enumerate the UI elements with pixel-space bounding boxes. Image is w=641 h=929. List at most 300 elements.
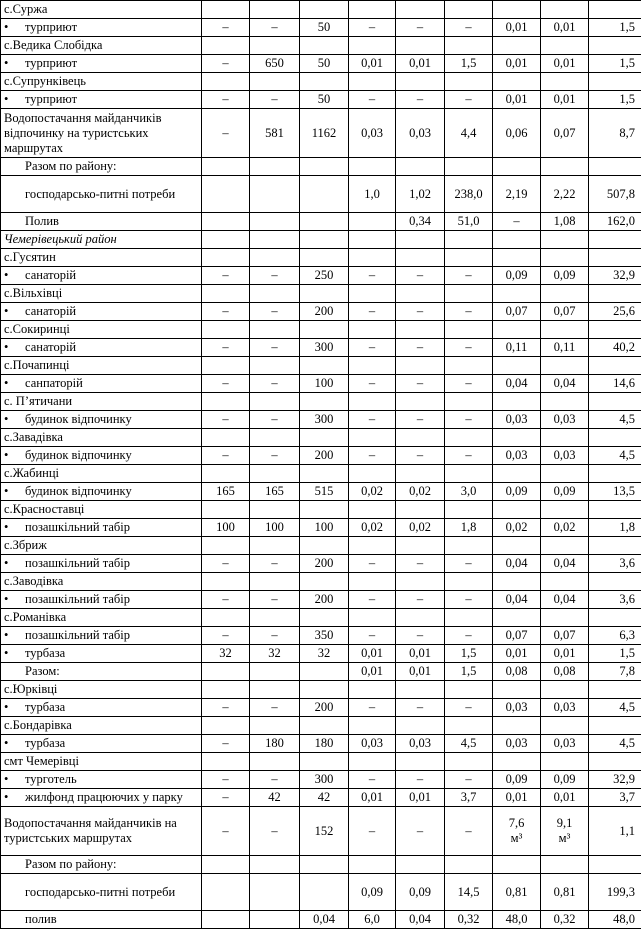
- value-cell: [300, 213, 349, 231]
- value-cell: [250, 519, 300, 537]
- cell-value: 0,04: [506, 376, 528, 390]
- cell-value: –: [271, 772, 277, 786]
- value-cell: [349, 393, 396, 411]
- cell-value: –: [222, 790, 228, 804]
- cell-value: 0,01: [506, 790, 528, 804]
- row-label-cell: [1, 573, 202, 591]
- cell-value: 0,04: [313, 912, 335, 926]
- cell-value: 0,07: [554, 304, 576, 318]
- cell-value: –: [465, 376, 471, 390]
- value-cell: [493, 109, 541, 158]
- cell-value: –: [271, 592, 277, 606]
- value-cell: [202, 609, 250, 627]
- value-cell: [202, 573, 250, 591]
- value-cell: [300, 19, 349, 37]
- bullet-icon: •: [4, 56, 25, 71]
- cell-value: 14,5: [458, 885, 480, 899]
- value-cell: [202, 19, 250, 37]
- value-cell: [202, 393, 250, 411]
- value-cell: [349, 158, 396, 176]
- cell-value: 0,03: [554, 448, 576, 462]
- value-cell: [589, 1, 641, 19]
- cell-value: 0,04: [506, 592, 528, 606]
- cell-value: –: [465, 20, 471, 34]
- value-cell: [541, 465, 589, 483]
- value-cell: [300, 699, 349, 717]
- value-cell: [445, 519, 493, 537]
- cell-value: 1,08: [554, 214, 576, 228]
- cell-value: 162,0: [607, 214, 635, 228]
- row-label: с. П’ятичани: [4, 394, 72, 408]
- value-cell: [493, 55, 541, 73]
- value-cell: [202, 717, 250, 735]
- value-cell: [349, 357, 396, 375]
- value-cell: [445, 465, 493, 483]
- table-row: [1, 856, 641, 874]
- value-cell: [589, 874, 641, 911]
- bullet-icon: •: [4, 92, 25, 107]
- value-cell: [349, 753, 396, 771]
- bullet-icon: •: [4, 646, 25, 661]
- cell-value: 200: [315, 556, 334, 570]
- value-cell: [493, 357, 541, 375]
- value-cell: [396, 735, 445, 753]
- value-cell: [589, 465, 641, 483]
- row-label-cell: [1, 483, 202, 501]
- row-label-cell: [1, 375, 202, 393]
- value-cell: [250, 609, 300, 627]
- value-cell: [396, 411, 445, 429]
- value-cell: [250, 411, 300, 429]
- table-row: [1, 807, 641, 856]
- cell-value: 9,1 м³: [550, 816, 580, 846]
- value-cell: [250, 681, 300, 699]
- table-row: [1, 231, 641, 249]
- value-cell: [349, 771, 396, 789]
- value-cell: [300, 609, 349, 627]
- value-cell: [300, 267, 349, 285]
- cell-value: –: [369, 412, 375, 426]
- cell-value: 3,7: [461, 790, 477, 804]
- cell-value: –: [417, 556, 423, 570]
- value-cell: [349, 789, 396, 807]
- value-cell: [349, 267, 396, 285]
- cell-value: –: [222, 592, 228, 606]
- cell-value: –: [417, 628, 423, 642]
- cell-value: 4,5: [619, 700, 635, 714]
- value-cell: [250, 55, 300, 73]
- value-cell: [349, 411, 396, 429]
- value-cell: [541, 735, 589, 753]
- value-cell: [300, 717, 349, 735]
- value-cell: [445, 213, 493, 231]
- value-cell: [250, 339, 300, 357]
- cell-value: 8,7: [619, 126, 635, 140]
- value-cell: [589, 249, 641, 267]
- value-cell: [396, 874, 445, 911]
- cell-value: –: [465, 556, 471, 570]
- value-cell: [349, 735, 396, 753]
- value-cell: [300, 771, 349, 789]
- value-cell: [589, 555, 641, 573]
- bullet-icon: •: [4, 736, 25, 751]
- row-label-cell: [1, 19, 202, 37]
- row-label: с.Суржа: [4, 2, 47, 16]
- cell-value: 0,03: [506, 448, 528, 462]
- value-cell: [589, 645, 641, 663]
- value-cell: [202, 37, 250, 55]
- cell-value: –: [369, 556, 375, 570]
- value-cell: [300, 874, 349, 911]
- row-label: с.Ведика Слобідка: [4, 38, 102, 52]
- value-cell: [250, 663, 300, 681]
- cell-value: 300: [315, 412, 334, 426]
- cell-value: –: [465, 340, 471, 354]
- value-cell: [349, 249, 396, 267]
- value-cell: [396, 213, 445, 231]
- value-cell: [300, 807, 349, 856]
- cell-value: 0,03: [506, 700, 528, 714]
- value-cell: [589, 37, 641, 55]
- value-cell: [445, 91, 493, 109]
- cell-value: 1,5: [461, 664, 477, 678]
- value-cell: [250, 249, 300, 267]
- value-cell: [445, 393, 493, 411]
- cell-value: 0,03: [554, 736, 576, 750]
- value-cell: [396, 807, 445, 856]
- bullet-icon: •: [4, 556, 25, 571]
- value-cell: [396, 91, 445, 109]
- value-cell: [589, 681, 641, 699]
- value-cell: [300, 681, 349, 699]
- row-label-cell: [1, 109, 202, 158]
- cell-value: 100: [315, 376, 334, 390]
- value-cell: [493, 735, 541, 753]
- value-cell: [589, 176, 641, 213]
- value-cell: [541, 627, 589, 645]
- row-label-cell: [1, 627, 202, 645]
- cell-value: –: [465, 412, 471, 426]
- value-cell: [445, 609, 493, 627]
- table-row: [1, 717, 641, 735]
- cell-value: –: [417, 340, 423, 354]
- value-cell: [300, 429, 349, 447]
- table-row: [1, 789, 641, 807]
- value-cell: [589, 699, 641, 717]
- row-label: Полив: [25, 214, 59, 228]
- cell-value: 0,07: [506, 628, 528, 642]
- value-cell: [589, 393, 641, 411]
- cell-value: –: [369, 772, 375, 786]
- value-cell: [349, 109, 396, 158]
- row-label-cell: [1, 717, 202, 735]
- row-label: с.Вільхівці: [4, 286, 62, 300]
- cell-value: 0,04: [409, 912, 431, 926]
- row-label: с.Гусятин: [4, 250, 56, 264]
- cell-value: 0,09: [506, 772, 528, 786]
- cell-value: 48,0: [613, 912, 635, 926]
- row-label: с.Збриж: [4, 538, 47, 552]
- value-cell: [589, 285, 641, 303]
- value-cell: [202, 321, 250, 339]
- value-cell: [300, 37, 349, 55]
- value-cell: [300, 856, 349, 874]
- value-cell: [202, 91, 250, 109]
- value-cell: [589, 429, 641, 447]
- row-label-cell: [1, 231, 202, 249]
- bullet-icon: •: [4, 340, 25, 355]
- value-cell: [202, 911, 250, 929]
- cell-value: 0,07: [554, 126, 576, 140]
- cell-value: –: [222, 20, 228, 34]
- value-cell: [589, 663, 641, 681]
- row-label: с.Бондарівка: [4, 718, 72, 732]
- value-cell: [300, 249, 349, 267]
- value-cell: [541, 267, 589, 285]
- cell-value: 0,01: [554, 646, 576, 660]
- value-cell: [349, 176, 396, 213]
- value-cell: [300, 753, 349, 771]
- value-cell: [250, 158, 300, 176]
- value-cell: [396, 55, 445, 73]
- cell-value: 1,5: [461, 56, 477, 70]
- row-label: позашкільний табір: [25, 520, 130, 534]
- value-cell: [202, 483, 250, 501]
- cell-value: –: [222, 376, 228, 390]
- cell-value: –: [369, 592, 375, 606]
- value-cell: [493, 789, 541, 807]
- value-cell: [396, 357, 445, 375]
- cell-value: 1,8: [461, 520, 477, 534]
- value-cell: [349, 609, 396, 627]
- value-cell: [445, 789, 493, 807]
- value-cell: [589, 231, 641, 249]
- value-cell: [349, 807, 396, 856]
- row-label: с.Заводівка: [4, 574, 63, 588]
- value-cell: [493, 285, 541, 303]
- row-label-cell: [1, 357, 202, 375]
- cell-value: 0,03: [506, 412, 528, 426]
- value-cell: [445, 19, 493, 37]
- row-label-cell: [1, 555, 202, 573]
- cell-value: 2,22: [554, 187, 576, 201]
- cell-value: 0,02: [361, 520, 383, 534]
- cell-value: 350: [315, 628, 334, 642]
- value-cell: [396, 447, 445, 465]
- value-cell: [349, 627, 396, 645]
- value-cell: [202, 73, 250, 91]
- value-cell: [445, 483, 493, 501]
- row-label: санаторій: [25, 268, 76, 282]
- bullet-icon: •: [4, 484, 25, 499]
- value-cell: [300, 645, 349, 663]
- value-cell: [250, 19, 300, 37]
- value-cell: [396, 375, 445, 393]
- cell-value: –: [465, 700, 471, 714]
- value-cell: [541, 1, 589, 19]
- value-cell: [445, 339, 493, 357]
- cell-value: 165: [265, 484, 284, 498]
- value-cell: [349, 519, 396, 537]
- value-cell: [541, 429, 589, 447]
- value-cell: [202, 537, 250, 555]
- row-label-cell: [1, 911, 202, 929]
- value-cell: [493, 231, 541, 249]
- table-row: [1, 285, 641, 303]
- bullet-icon: •: [4, 20, 25, 35]
- row-label-cell: [1, 37, 202, 55]
- cell-value: –: [465, 304, 471, 318]
- value-cell: [541, 911, 589, 929]
- row-label: будинок відпочинку: [25, 448, 132, 462]
- table-row: [1, 911, 641, 929]
- value-cell: [202, 109, 250, 158]
- cell-value: 0,32: [458, 912, 480, 926]
- value-cell: [493, 717, 541, 735]
- cell-value: 515: [315, 484, 334, 498]
- value-cell: [589, 55, 641, 73]
- value-cell: [349, 19, 396, 37]
- cell-value: 0,01: [554, 20, 576, 34]
- value-cell: [396, 339, 445, 357]
- row-label: с.Сокиринці: [4, 322, 70, 336]
- value-cell: [493, 393, 541, 411]
- cell-value: 3,7: [619, 790, 635, 804]
- cell-value: 48,0: [506, 912, 528, 926]
- value-cell: [396, 717, 445, 735]
- cell-value: 0,04: [554, 592, 576, 606]
- value-cell: [349, 321, 396, 339]
- value-cell: [396, 699, 445, 717]
- row-label: с.Юрківці: [4, 682, 57, 696]
- cell-value: 2,19: [506, 187, 528, 201]
- row-label: турготель: [25, 772, 77, 786]
- cell-value: 0,01: [554, 56, 576, 70]
- value-cell: [445, 447, 493, 465]
- cell-value: 0,03: [361, 126, 383, 140]
- row-label-cell: [1, 591, 202, 609]
- cell-value: 3,0: [461, 484, 477, 498]
- cell-value: –: [222, 268, 228, 282]
- cell-value: –: [369, 20, 375, 34]
- value-cell: [493, 591, 541, 609]
- value-cell: [541, 109, 589, 158]
- cell-value: –: [222, 824, 228, 838]
- value-cell: [202, 158, 250, 176]
- cell-value: 4,5: [461, 736, 477, 750]
- value-cell: [300, 321, 349, 339]
- row-label-cell: [1, 874, 202, 911]
- cell-value: 0,07: [554, 628, 576, 642]
- value-cell: [202, 375, 250, 393]
- value-cell: [589, 573, 641, 591]
- value-cell: [202, 429, 250, 447]
- value-cell: [300, 627, 349, 645]
- value-cell: [493, 176, 541, 213]
- value-cell: [202, 519, 250, 537]
- row-label-cell: [1, 681, 202, 699]
- cell-value: 32,9: [613, 772, 635, 786]
- row-label: турбаза: [25, 700, 65, 714]
- cell-value: –: [369, 448, 375, 462]
- value-cell: [202, 789, 250, 807]
- table-row: [1, 213, 641, 231]
- value-cell: [445, 411, 493, 429]
- value-cell: [493, 573, 541, 591]
- value-cell: [396, 771, 445, 789]
- value-cell: [396, 303, 445, 321]
- value-cell: [445, 303, 493, 321]
- cell-value: –: [369, 700, 375, 714]
- value-cell: [396, 856, 445, 874]
- table-row: [1, 447, 641, 465]
- value-cell: [349, 537, 396, 555]
- value-cell: [300, 55, 349, 73]
- value-cell: [445, 537, 493, 555]
- cell-value: 42: [318, 790, 331, 804]
- value-cell: [445, 771, 493, 789]
- cell-value: 0,01: [409, 790, 431, 804]
- cell-value: 0,09: [506, 484, 528, 498]
- cell-value: 0,81: [554, 885, 576, 899]
- value-cell: [445, 357, 493, 375]
- value-cell: [250, 91, 300, 109]
- cell-value: 0,03: [361, 736, 383, 750]
- value-cell: [349, 591, 396, 609]
- cell-value: 50: [318, 20, 331, 34]
- value-cell: [445, 874, 493, 911]
- value-cell: [202, 465, 250, 483]
- row-label: санаторій: [25, 304, 76, 318]
- value-cell: [493, 158, 541, 176]
- cell-value: –: [417, 268, 423, 282]
- row-label: Водопостачання майданчиків на туристських маршрутах: [4, 816, 177, 845]
- value-cell: [445, 55, 493, 73]
- table-row: [1, 609, 641, 627]
- cell-value: –: [465, 92, 471, 106]
- value-cell: [541, 447, 589, 465]
- table-row: [1, 537, 641, 555]
- value-cell: [349, 717, 396, 735]
- value-cell: [493, 465, 541, 483]
- cell-value: 32: [268, 646, 281, 660]
- value-cell: [396, 645, 445, 663]
- table-row: [1, 393, 641, 411]
- row-label-cell: [1, 73, 202, 91]
- cell-value: 0,01: [554, 790, 576, 804]
- value-cell: [250, 465, 300, 483]
- row-label-cell: [1, 501, 202, 519]
- row-label: турприют: [25, 92, 77, 106]
- value-cell: [445, 807, 493, 856]
- value-cell: [541, 37, 589, 55]
- value-cell: [396, 429, 445, 447]
- value-cell: [445, 573, 493, 591]
- row-label-cell: [1, 267, 202, 285]
- value-cell: [396, 109, 445, 158]
- cell-value: –: [417, 824, 423, 838]
- value-cell: [250, 807, 300, 856]
- value-cell: [445, 37, 493, 55]
- value-cell: [396, 519, 445, 537]
- value-cell: [396, 537, 445, 555]
- row-label: Разом по району:: [25, 159, 116, 173]
- value-cell: [250, 357, 300, 375]
- value-cell: [493, 483, 541, 501]
- value-cell: [202, 663, 250, 681]
- row-label: Разом по району:: [25, 857, 116, 871]
- cell-value: 200: [315, 304, 334, 318]
